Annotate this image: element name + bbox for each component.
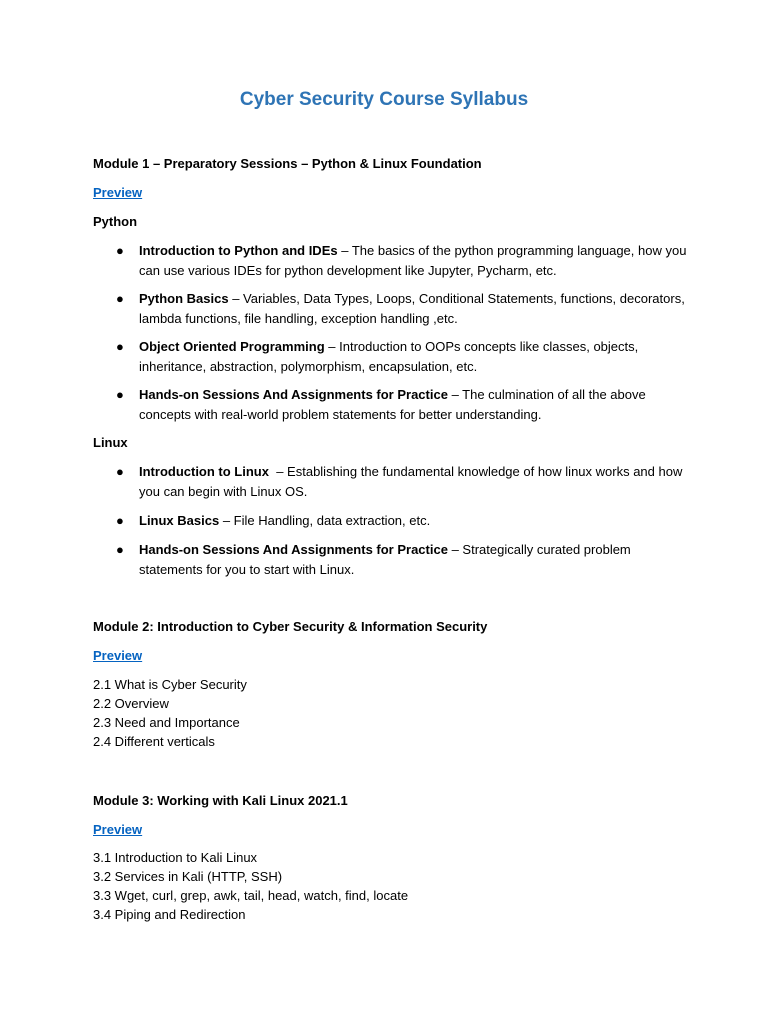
- document-title: Cyber Security Course Syllabus: [239, 89, 529, 110]
- linux-section-label: Linux: [93, 435, 128, 450]
- python-section-label: Python: [93, 214, 138, 229]
- topic-item: 3.3 Wget, curl, grep, awk, tail, head, watch, find, locate: [93, 888, 409, 903]
- list-item-title: Hands-on Sessions And Assignments for Practice: [139, 542, 448, 557]
- module-3-heading: Module 3: Working with Kali Linux 2021.1: [93, 793, 348, 808]
- topic-item: 3.2 Services in Kali (HTTP, SSH): [93, 869, 283, 884]
- list-item: [116, 511, 689, 531]
- bullet-icon: ●: [116, 464, 124, 479]
- list-item-title: Introduction to Linux: [139, 464, 269, 479]
- module-3-preview-link[interactable]: Preview: [93, 822, 143, 837]
- list-item-title: Linux Basics: [139, 513, 220, 528]
- topic-item: 2.2 Overview: [93, 696, 169, 711]
- list-item: [116, 289, 689, 328]
- bullet-icon: ●: [116, 513, 124, 528]
- topic-item: 2.4 Different verticals: [93, 734, 215, 749]
- module-2-preview-link[interactable]: Preview: [93, 648, 143, 663]
- list-item: [116, 337, 689, 376]
- list-item-title: Object Oriented Programming: [139, 339, 325, 354]
- module-1-preview-link[interactable]: Preview: [93, 185, 143, 200]
- topic-item: 2.3 Need and Importance: [93, 715, 240, 730]
- list-item-text: – The basics of the python programming language, how you can use various IDEs for python development like Jupyter, Pycharm, etc.: [139, 243, 687, 278]
- list-item: [116, 241, 689, 280]
- list-item: [116, 462, 689, 501]
- list-item-text: – Variables, Data Types, Loops, Conditional Statements, functions, decorators, lambda functions, file handling, exception handling ,etc.: [139, 291, 685, 326]
- list-item-text: – Strategically curated problem statements for you to start with Linux.: [139, 542, 631, 577]
- list-item-text: – The culmination of all the above concepts with real-world problem statements for better understanding.: [139, 387, 646, 422]
- bullet-icon: ●: [116, 339, 124, 354]
- module-1-heading: Module 1 – Preparatory Sessions – Python & Linux Foundation: [93, 156, 482, 171]
- topic-item: 3.4 Piping and Redirection: [93, 907, 246, 922]
- module-2-heading: Module 2: Introduction to Cyber Security & Information Security: [93, 619, 488, 634]
- list-item-text: – Establishing the fundamental knowledge of how linux works and how you can begin with Linux OS.: [139, 464, 686, 499]
- list-item-title: Python Basics: [139, 291, 229, 306]
- list-item: [116, 540, 689, 579]
- list-item-text: – File Handling, data extraction, etc.: [219, 513, 431, 528]
- bullet-icon: ●: [116, 243, 124, 258]
- list-item-title: Introduction to Python and IDEs: [139, 243, 338, 258]
- list-item-title: Hands-on Sessions And Assignments for Practice: [139, 387, 448, 402]
- list-item-text: – Introduction to OOPs concepts like classes, objects, inheritance, abstraction, polymorphism, encapsulation, etc.: [139, 339, 639, 374]
- topic-item: 3.1 Introduction to Kali Linux: [93, 850, 258, 865]
- bullet-icon: ●: [116, 291, 124, 306]
- bullet-icon: ●: [116, 542, 124, 557]
- list-item: [116, 385, 689, 424]
- bullet-icon: ●: [116, 387, 124, 402]
- topic-item: 2.1 What is Cyber Security: [93, 677, 247, 692]
